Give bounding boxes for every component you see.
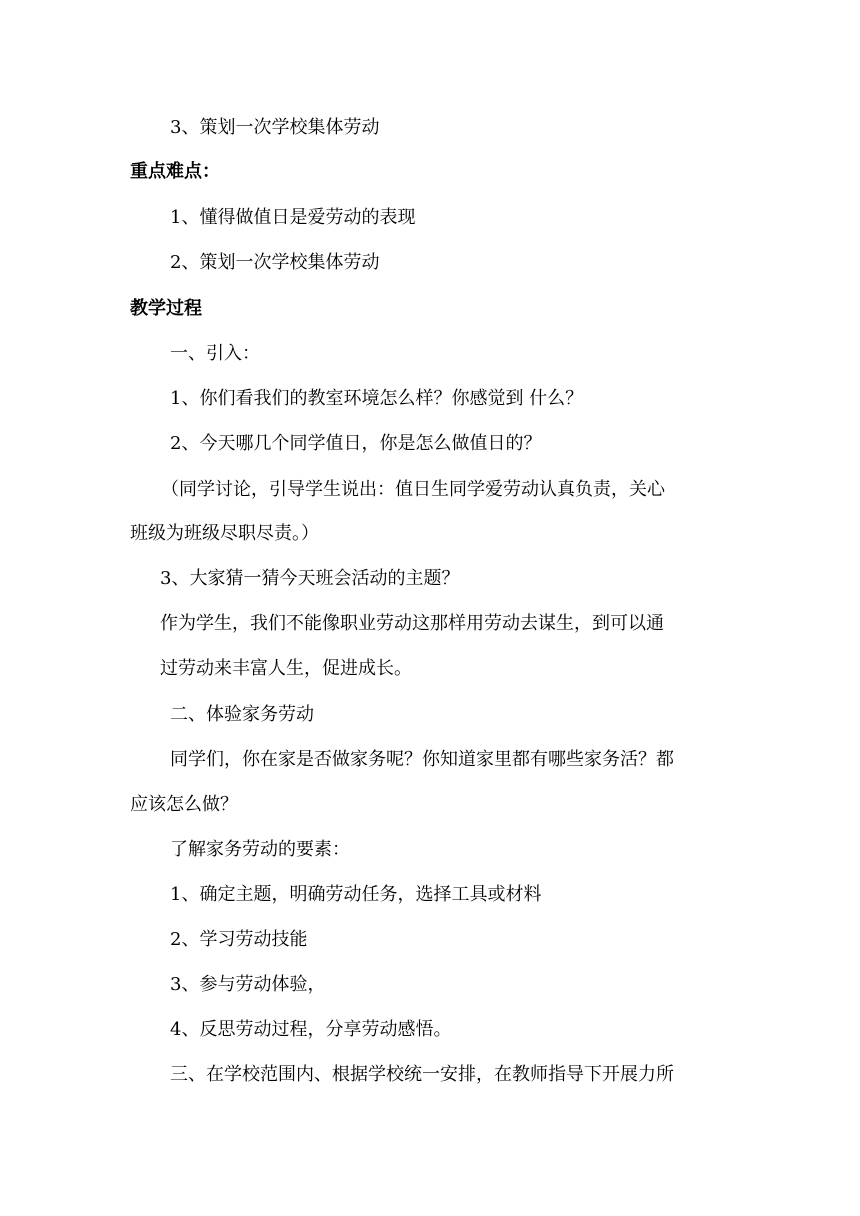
student-paragraph-line-1: 作为学生，我们不能像职业劳动这那样用劳动去谋生，到可以通 — [160, 613, 664, 634]
question-3-text: 3、大家猜一猜今天班会活动的主题？ — [160, 568, 460, 589]
section-3-heading: 三、在学校范围内、根据学校统一安排，在教师指导下开展力所 — [170, 1064, 674, 1085]
element-4-text: 4、反思劳动过程，分享劳动感悟。 — [170, 1019, 452, 1040]
key-point-1-text: 1、懂得做值日是爱劳动的表现 — [170, 207, 416, 228]
objective-3-text: 3、策划一次学校集体劳动 — [170, 117, 380, 138]
student-paragraph-line-2: 过劳动来丰富人生，促进成长。 — [160, 658, 412, 679]
element-2-text: 2、学习劳动技能 — [170, 929, 308, 950]
key-points-heading: 重点难点： — [130, 161, 220, 182]
housework-question-line-1: 同学们，你在家是否做家务呢？你知道家里都有哪些家务活？都 — [170, 749, 674, 770]
element-1-text: 1、确定主题，明确劳动任务，选择工具或材料 — [170, 884, 542, 905]
discussion-note-line-2: 班级为班级尽职尽责。） — [130, 523, 319, 544]
key-point-2-text: 2、策划一次学校集体劳动 — [170, 252, 380, 273]
question-1-text: 1、你们看我们的教室环境怎么样？你感觉到 什么？ — [170, 388, 584, 409]
section-2-heading: 二、体验家务劳动 — [170, 704, 314, 725]
section-1-heading: 一、引入： — [170, 343, 260, 364]
element-3-text: 3、参与劳动体验， — [170, 974, 326, 995]
teaching-process-heading: 教学过程 — [130, 298, 202, 319]
question-2-text: 2、今天哪几个同学值日，你是怎么做值日的？ — [170, 433, 542, 454]
elements-heading: 了解家务劳动的要素： — [170, 839, 350, 860]
housework-question-line-2: 应该怎么做？ — [130, 794, 238, 815]
discussion-note-line-1: （同学讨论，引导学生说出：值日生同学爱劳动认真负责，关心 — [161, 479, 665, 500]
